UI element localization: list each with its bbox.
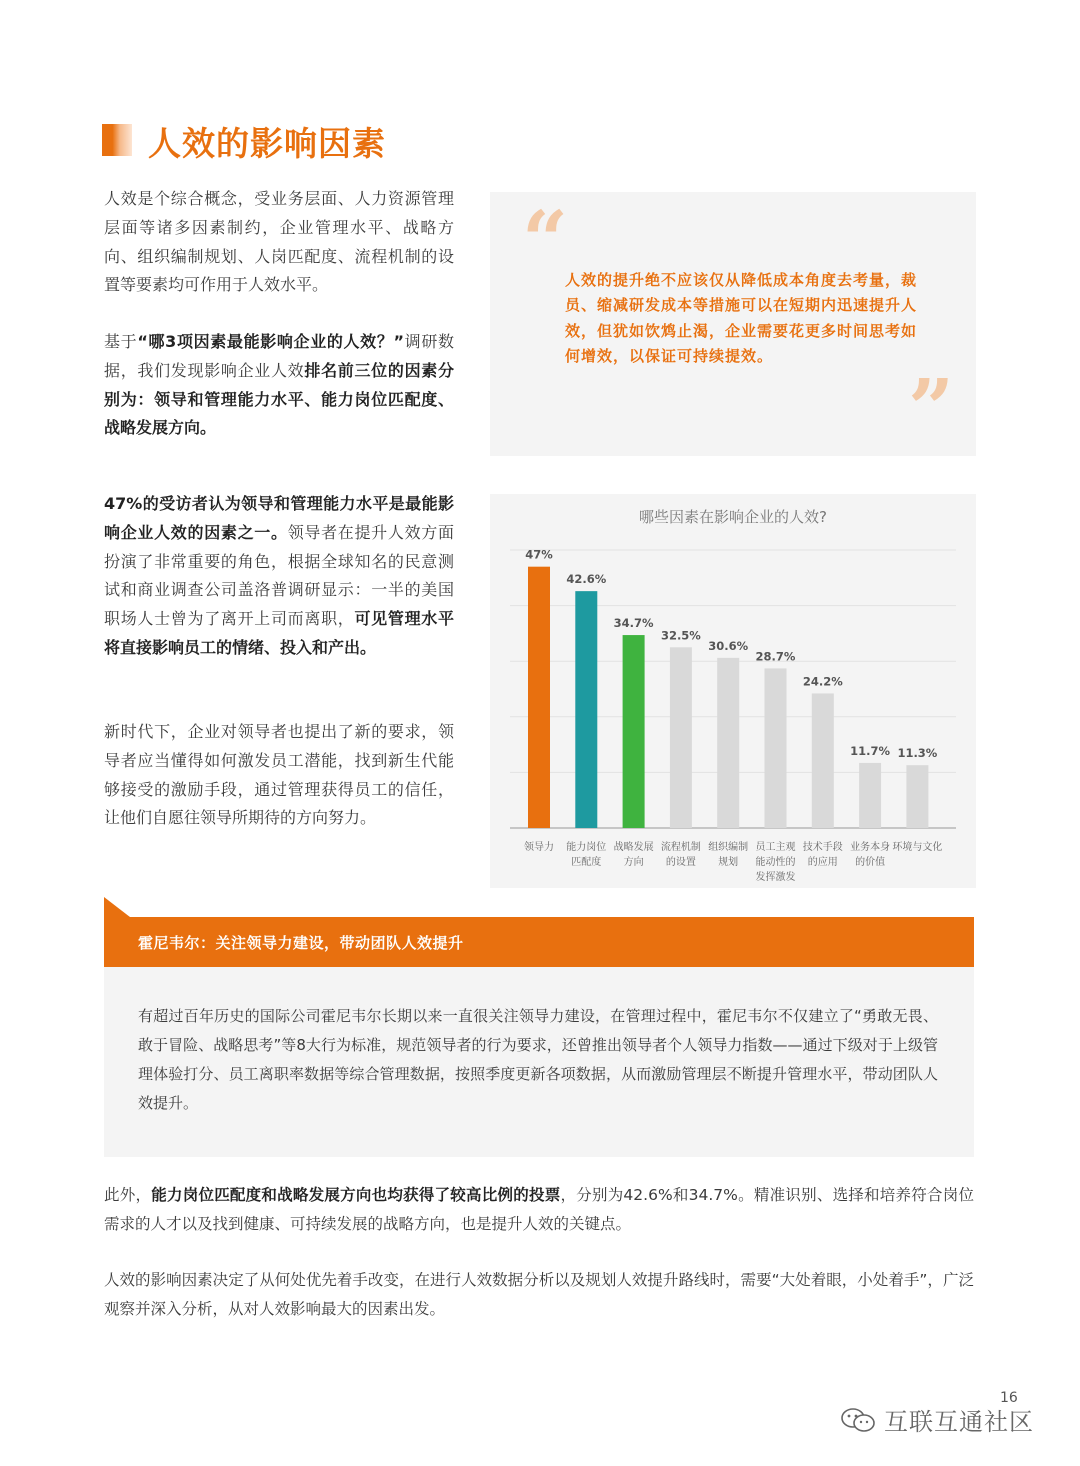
tick-label: 的设置 xyxy=(665,857,696,868)
page-title: 人效的影响因素 xyxy=(148,124,386,163)
survey-paragraph: 基于“哪3项因素最能影响企业的人效？”调研数据，我们发现影响企业人效排名前三位的因素分别为：领导和管理能力水平、能力岗位匹配度、战略发展方向。 xyxy=(104,332,454,438)
case-title: 霍尼韦尔：关注领导力建设，带动团队人效提升 xyxy=(138,934,464,952)
quote-text: 人效的提升绝不应该仅从降低成本角度去考量，裁员、缩减研发成本等措施可以在短期内迅速提升人效，但犹如饮鸩止渴，企业需要花更多时间思考如何增效，以保证可持续提效。 xyxy=(565,271,918,366)
tick-label: 技术手段 xyxy=(802,842,843,853)
case-body-text: 有超过百年历史的国际公司霍尼韦尔长期以来一直很关注领导力建设，在管理过程中，霍尼韦尔不仅建立了“勇敢无畏、敢于冒险、战略思考”等8大行为标准，规范领导者的行为要求，还曾推出领导者个人领导力指数——通过下级对于上级管理体验打分、员工离职率数据等综合管理数据，按照季度更新各项数据，从而激励管理层不断提升管理水平，带动团队人效提升。 xyxy=(138,1007,938,1112)
data-label: 24.2% xyxy=(802,674,843,689)
tick-label: 业务本身 xyxy=(850,842,891,853)
close-quote-icon: ” xyxy=(908,361,955,455)
tick-label: 发挥激发 xyxy=(755,872,796,883)
tick-label: 的应用 xyxy=(807,857,838,868)
page-number: 16 xyxy=(1000,1390,1018,1406)
bar xyxy=(812,693,834,828)
case-banner-tab xyxy=(104,897,130,917)
tick-label: 组织编制 xyxy=(708,842,749,853)
conclusion-paragraph: 人效的影响因素决定了从何处优先着手改变，在进行人效数据分析以及规划人效提升路线时，需要“大处着眼，小处着手”，广泛观察并深入分析，从对人效影响最大的因素出发。 xyxy=(104,1271,974,1318)
tick-label: 方向 xyxy=(623,857,644,868)
bar xyxy=(670,647,692,828)
chart-title: 哪些因素在影响企业的人效? xyxy=(639,508,827,526)
bar xyxy=(623,635,645,828)
bar-chart xyxy=(490,494,976,888)
tick-label: 能动性的 xyxy=(755,857,796,868)
data-label: 30.6% xyxy=(708,638,749,653)
bar xyxy=(765,668,787,828)
bar xyxy=(906,765,928,828)
tick-label: 能力岗位 xyxy=(566,842,607,853)
data-label: 11.3% xyxy=(897,746,938,761)
watermark-text: 互联互通社区 xyxy=(884,1408,1034,1436)
new-era-paragraph: 新时代下，企业对领导者也提出了新的要求，领导者应当懂得如何激发员工潜能，找到新生代能够接受的激励手段，通过管理获得员工的信任，让他们自愿往领导所期待的方向努力。 xyxy=(104,722,454,828)
bar xyxy=(859,763,881,828)
tick-label: 环境与文化 xyxy=(892,842,943,853)
bar xyxy=(575,591,597,828)
bar xyxy=(528,567,550,828)
open-quote-icon: “ xyxy=(522,193,569,287)
data-label: 11.7% xyxy=(850,743,891,758)
leadership-paragraph: 47%的受访者认为领导和管理能力水平是最能影响企业人效的因素之一。领导者在提升人效方面扮演了非常重要的角色，根据全球知名的民意测试和商业调查公司盖洛普调研显示：一半的美国职场人士曾为了离开上司而离职，可见管理水平将直接影响员工的情绪、投入和产出。 xyxy=(104,494,454,657)
wechat-icon xyxy=(840,1407,876,1433)
tick-label: 流程机制 xyxy=(660,842,701,853)
tick-label: 战略发展 xyxy=(613,842,654,853)
data-label: 32.5% xyxy=(660,628,701,643)
additional-factors-paragraph: 此外，能力岗位匹配度和战略发展方向也均获得了较高比例的投票，分别为42.6%和34.7%。精准识别、选择和培养符合岗位需求的人才以及找到健康、可持续发展的战略方向，也是提升人效的关键点。 xyxy=(104,1186,974,1233)
data-label: 47% xyxy=(525,547,553,562)
intro-paragraph: 人效是个综合概念，受业务层面、人力资源管理层面等诸多因素制约，企业管理水平、战略方向、组织编制规划、人岗匹配度、流程机制的设置等要素均可作用于人效水平。 xyxy=(104,189,454,295)
data-label: 42.6% xyxy=(566,572,607,587)
tick-label: 领导力 xyxy=(524,842,554,853)
title-accent-bar xyxy=(102,124,132,156)
data-label: 28.7% xyxy=(755,649,796,664)
tick-label: 规划 xyxy=(718,857,739,868)
tick-label: 匹配度 xyxy=(571,857,602,868)
watermark xyxy=(840,1402,1034,1437)
tick-label: 员工主观 xyxy=(755,842,796,853)
bar xyxy=(717,658,739,828)
data-label: 34.7% xyxy=(613,616,654,631)
tick-label: 的价值 xyxy=(855,857,886,868)
